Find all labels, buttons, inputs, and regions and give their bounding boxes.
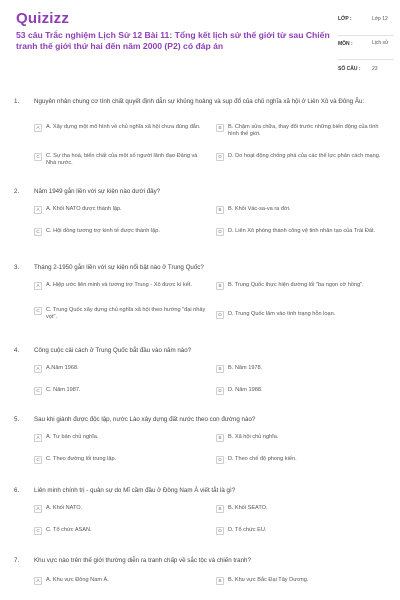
option-letter-box: A	[34, 505, 42, 513]
worksheet-title: 53 câu Trắc nghiệm Lịch Sử 12 Bài 11: Tổng kết lịch sử thế giới từ sau Chiến tranh thế giới thứ hai đến năm 2000 (P2) có đáp án	[16, 30, 330, 51]
meta-count-value: 23	[372, 66, 378, 72]
option-text: D. Do hoạt động chống phá của các thế lực phản cách mạng.	[228, 153, 381, 159]
option-letter-box: B	[216, 434, 224, 442]
option-text: D. Tổ chức EU.	[228, 527, 267, 533]
question-number: 1.	[14, 98, 20, 105]
option-text: A. Tư bản chủ nghĩa.	[46, 434, 99, 440]
question-number: 3.	[14, 264, 20, 271]
option-text: C. Trung Quốc xây dựng chủ nghĩa xã hội theo hướng "đại nhảy vọt".	[46, 307, 206, 320]
question-text: Công cuộc cải cách ở Trung Quốc bắt đầu vào năm nào?	[34, 347, 192, 354]
option-letter-box: B	[216, 124, 224, 132]
meta-grade-row	[338, 16, 392, 30]
question-text: Liên minh chính trị - quân sự do Mĩ cầm đầu ở Đông Nam Á viết tắt là gì?	[34, 487, 236, 494]
meta-count-label: SỐ CÂU :	[338, 66, 361, 72]
option-text: D. Năm 1988.	[228, 387, 263, 393]
option-text: A. Khối NATO.	[46, 505, 83, 511]
option-letter-box: C	[34, 527, 42, 535]
option-letter-box: B	[216, 505, 224, 513]
option-letter-box: A	[34, 365, 42, 373]
meta-subject-value: Lịch sử	[372, 40, 389, 46]
meta-divider	[338, 59, 394, 60]
option-letter-box: D	[216, 456, 224, 464]
question-number: 2.	[14, 188, 20, 195]
option-text: B. Khu vực Bắc Đại Tây Dương.	[228, 577, 309, 583]
option-text: A. Khu vực Đông Nam Á.	[46, 577, 109, 583]
option-letter-box: D	[216, 527, 224, 535]
option-letter-box: D	[216, 311, 224, 319]
option-letter-box: B	[216, 206, 224, 214]
option-letter-box: A	[34, 282, 42, 290]
option-letter-box: C	[34, 307, 42, 315]
question-number: 6.	[14, 487, 20, 494]
quizizz-logo[interactable]: Quizizz	[16, 10, 70, 27]
meta-grade-value: Lớp 12	[372, 16, 388, 22]
option-text: B. Khối Vác-sa-va ra đời.	[228, 206, 291, 212]
option-text: B. Xã hội chủ nghĩa.	[228, 434, 279, 440]
option-letter-box: A	[34, 577, 42, 585]
option-letter-box: D	[216, 228, 224, 236]
question-text: Năm 1949 gắn liền với sự kiện nào dưới đây?	[34, 188, 161, 195]
meta-subject-label: MÔN :	[338, 41, 353, 47]
meta-grade-label: LỚP :	[338, 16, 352, 22]
option-text: D. Trung Quốc lâm vào tình trạng hỗn loạn.	[228, 311, 336, 317]
question-text: Khu vực nào trên thế giới thường diễn ra tranh chấp về sắc tộc và chiến tranh?	[34, 557, 251, 564]
option-text: B. Năm 1978.	[228, 365, 263, 371]
option-letter-box: B	[216, 282, 224, 290]
option-letter-box: B	[216, 365, 224, 373]
question-text: Sau khi giành được độc lập, nước Lào xây dựng đất nước theo con đường nào?	[34, 416, 256, 423]
option-text: C. Tổ chức ASAN.	[46, 527, 92, 533]
option-letter-box: C	[34, 387, 42, 395]
question-text: Tháng 2-1950 gắn liền với sự kiện nổi bật nào ở Trung Quốc?	[34, 264, 204, 271]
question-number: 4.	[14, 347, 20, 354]
meta-count-row	[338, 66, 392, 74]
option-text: B. Trung Quốc thực hiện đường lối "ba ngọn cờ hồng".	[228, 282, 364, 288]
option-letter-box: C	[34, 228, 42, 236]
option-text: D. Liên Xô phóng thành công vệ tinh nhân tạo của Trái Đất.	[228, 228, 376, 234]
option-letter-box: D	[216, 153, 224, 161]
option-text: C. Năm 1987.	[46, 387, 81, 393]
option-letter-box: A	[34, 124, 42, 132]
option-letter-box: D	[216, 387, 224, 395]
question-text: Nguyên nhân chung cơ tính chất quyết định dẫn sự khủng hoảng và sụp đổ của chủ nghĩa xã hội ở Liên Xô và Đông Âu:	[34, 98, 365, 105]
meta-divider	[338, 35, 394, 36]
option-text: D. Theo chế độ phong kiến.	[228, 456, 297, 462]
option-letter-box: B	[216, 577, 224, 585]
option-text: A. Khối NATO được thành lập.	[46, 206, 122, 212]
option-text: A. Hiệp ước liên minh và tương trợ Trung - Xô được kí kết.	[46, 282, 192, 288]
option-letter-box: C	[34, 153, 42, 161]
question-number: 7.	[14, 557, 20, 564]
option-text: C. Hội đồng tương trợ kinh tế được thành lập.	[46, 228, 160, 234]
option-text: A.Năm 1968.	[46, 365, 79, 371]
meta-subject-row	[338, 40, 392, 54]
worksheet-header	[0, 0, 400, 86]
option-letter-box: C	[34, 456, 42, 464]
question-number: 5.	[14, 416, 20, 423]
option-text: B. Chậm sửa chữa, thay đổi trước những biến động của tình hình thế giới.	[228, 124, 379, 137]
option-text: C. Sự tha hoá, biến chất của một số người lãnh đạo Đảng và Nhà nước.	[46, 153, 198, 166]
option-letter-box: A	[34, 206, 42, 214]
option-text: C. Theo đường lối trung lập.	[46, 456, 117, 462]
option-letter-box: A	[34, 434, 42, 442]
option-text: A. Xây dựng một mô hình về chủ nghĩa xã hội chưa đúng đắn.	[46, 124, 201, 130]
option-text: B. Khối SEATO.	[228, 505, 268, 511]
